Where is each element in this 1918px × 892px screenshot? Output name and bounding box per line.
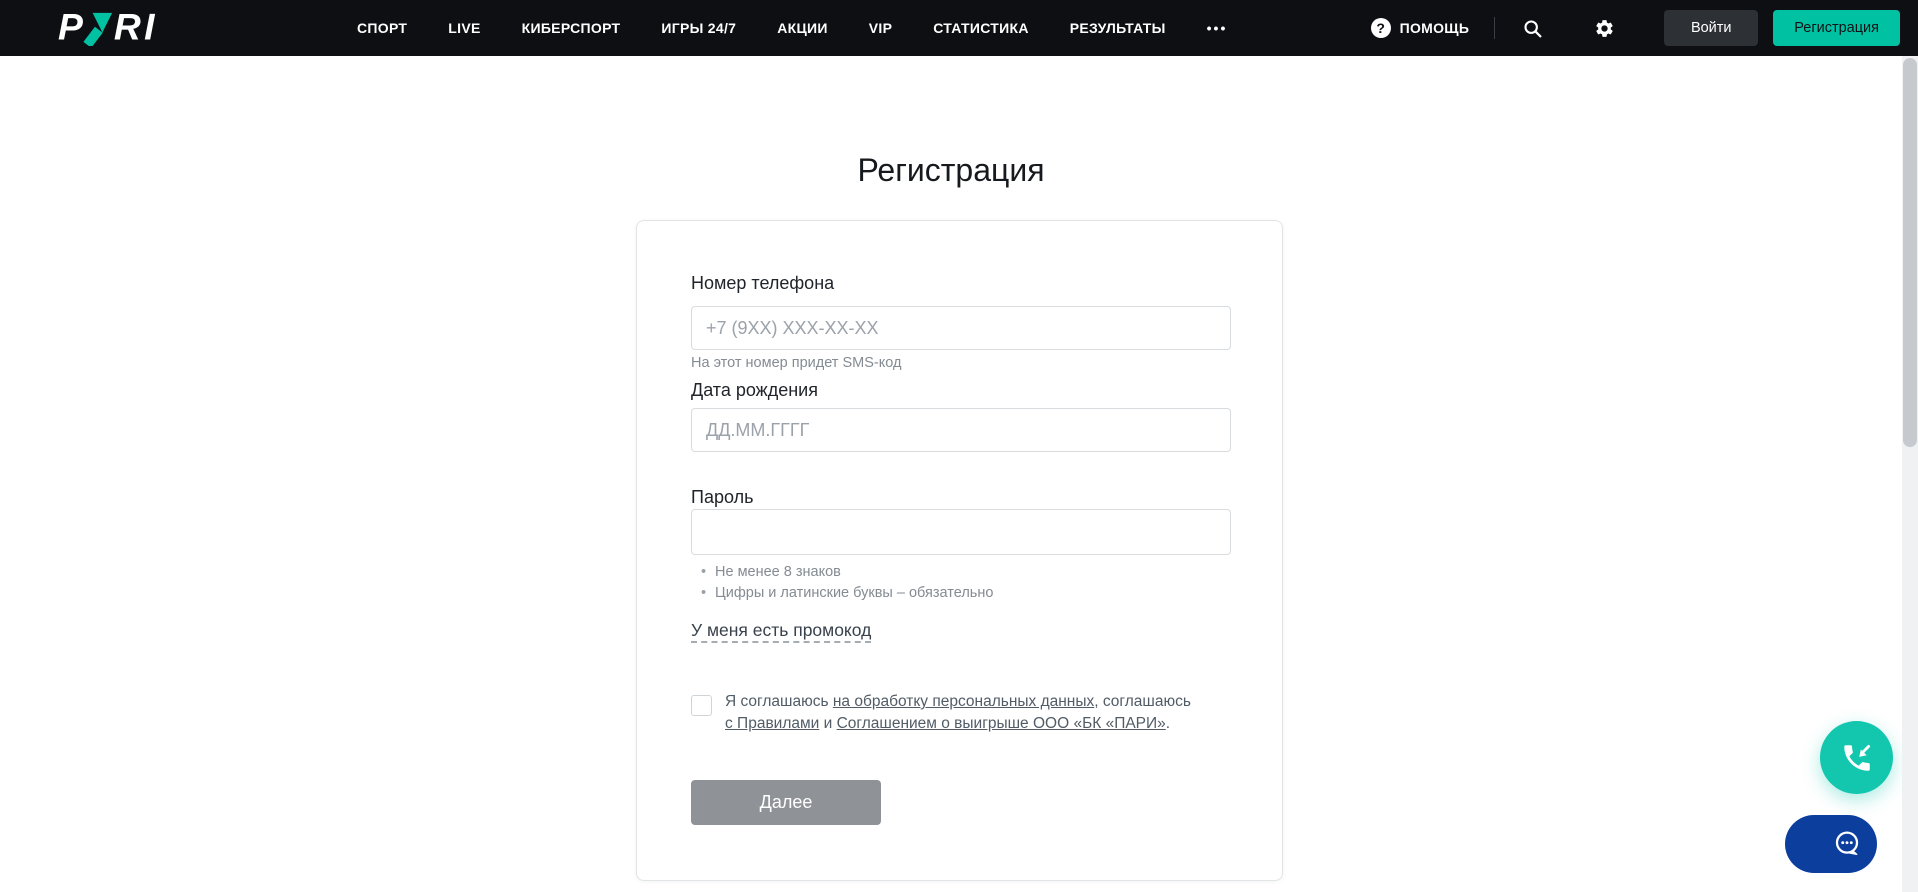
page-scrollbar-track[interactable] xyxy=(1902,56,1918,892)
agreement-text-before: Я соглашаюсь xyxy=(725,693,833,710)
question-circle-icon: ? xyxy=(1371,18,1391,38)
nav-item-sport[interactable]: СПОРТ xyxy=(357,20,408,36)
pari-logo-icon xyxy=(58,10,200,46)
agreement-checkbox[interactable] xyxy=(691,695,712,716)
svg-text:I: I xyxy=(144,10,155,46)
phone-label: Номер телефона xyxy=(691,273,835,293)
agreement-text-mid2: и xyxy=(819,715,837,732)
password-rule: • Цифры и латинские буквы – обязательно xyxy=(701,583,993,604)
password-rule: • Не менее 8 знаков xyxy=(701,562,993,583)
help-button[interactable] xyxy=(1371,18,1470,38)
nav-item-cybersport[interactable]: КИБЕРСПОРТ xyxy=(521,20,621,36)
pari-logo[interactable] xyxy=(58,10,200,46)
nav-item-vip[interactable]: VIP xyxy=(868,20,893,36)
svg-text:P: P xyxy=(58,10,83,46)
nav-item-games247[interactable]: ИГРЫ 24/7 xyxy=(661,20,737,36)
winnings-agreement-link[interactable]: Соглашением о выигрыше ООО «БК «ПАРИ» xyxy=(836,715,1166,732)
page-scrollbar-thumb[interactable] xyxy=(1903,58,1917,447)
registration-card xyxy=(636,220,1283,881)
main-nav xyxy=(357,0,1227,56)
birthdate-input[interactable] xyxy=(691,408,1231,452)
nav-item-live[interactable]: LIVE xyxy=(448,20,481,36)
top-navbar xyxy=(0,0,1918,56)
nav-item-results[interactable]: РЕЗУЛЬТАТЫ xyxy=(1069,20,1166,36)
nav-divider xyxy=(1494,17,1495,39)
phone-callback-icon xyxy=(1840,741,1874,775)
help-label: ПОМОЩЬ xyxy=(1399,20,1470,36)
personal-data-link[interactable]: на обработку персональных данных xyxy=(832,693,1095,710)
search-button[interactable] xyxy=(1522,18,1543,39)
birthdate-label: Дата рождения xyxy=(691,380,818,400)
agreement-text-after: . xyxy=(1165,715,1171,732)
phone-input[interactable] xyxy=(691,306,1231,350)
phone-helper-text: На этот номер придет SMS-код xyxy=(691,355,902,371)
settings-button[interactable] xyxy=(1594,18,1615,39)
promocode-link[interactable]: У меня есть промокод xyxy=(691,620,872,640)
callback-button[interactable] xyxy=(1820,721,1893,794)
submit-button[interactable]: Далее xyxy=(691,780,881,825)
rules-link[interactable]: с Правилами xyxy=(725,715,820,732)
nav-right-cluster xyxy=(1371,0,1900,56)
nav-more-ellipsis-icon[interactable]: ••• xyxy=(1206,20,1228,36)
agreement-row xyxy=(691,691,1191,735)
nav-item-statistics[interactable]: СТАТИСТИКА xyxy=(933,20,1029,36)
password-input[interactable] xyxy=(691,509,1231,555)
chat-button[interactable] xyxy=(1785,815,1877,873)
password-rules xyxy=(701,562,993,604)
agreement-text-mid1: , соглашаюсь xyxy=(1094,693,1191,710)
agreement-text xyxy=(725,691,1191,735)
login-button[interactable]: Войти xyxy=(1664,10,1758,46)
register-nav-button[interactable]: Регистрация xyxy=(1773,10,1900,46)
password-label: Пароль xyxy=(691,487,754,507)
nav-item-promotions[interactable]: АКЦИИ xyxy=(777,20,828,36)
svg-text:R: R xyxy=(113,10,141,46)
chat-bubble-icon xyxy=(1831,828,1863,860)
gear-icon xyxy=(1594,18,1615,39)
page-title: Регистрация xyxy=(857,152,1045,188)
search-icon xyxy=(1522,18,1543,39)
